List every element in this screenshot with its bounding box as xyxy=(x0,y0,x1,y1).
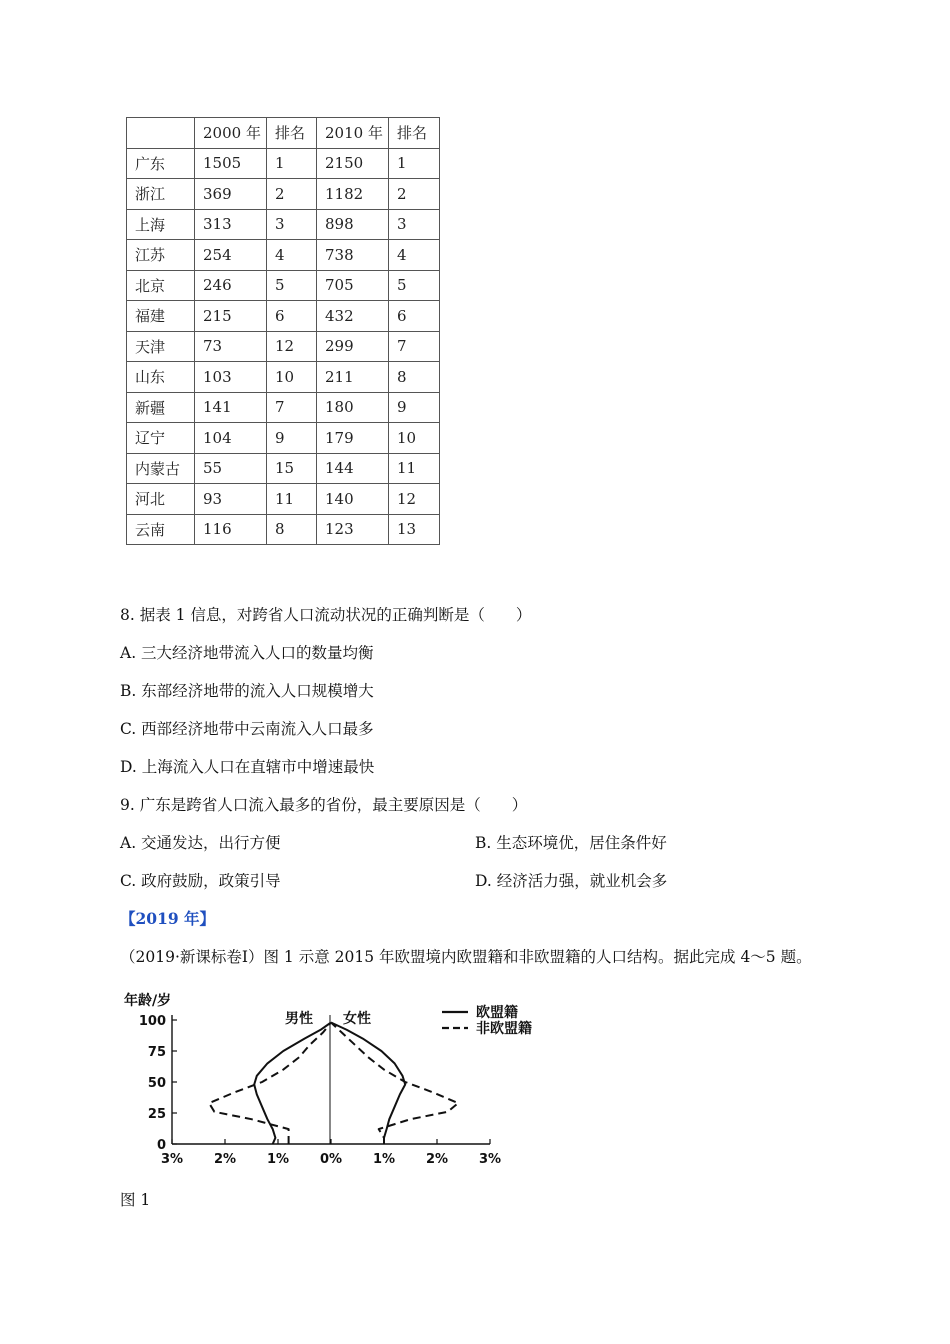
table-cell: 8 xyxy=(267,514,317,545)
province-cell: 北京 xyxy=(127,270,195,301)
table-row xyxy=(127,484,440,515)
question-9-stem: 9. 广东是跨省人口流入最多的省份，最主要原因是（ ） xyxy=(120,796,528,814)
question-8-option-a: A. 三大经济地带流入人口的数量均衡 xyxy=(120,644,374,662)
province-cell: 新疆 xyxy=(127,392,195,423)
table-cell: 116 xyxy=(195,514,267,545)
table-cell: 738 xyxy=(317,240,389,271)
table-cell: 432 xyxy=(317,301,389,332)
question-9-option-d: D. 经济活力强，就业机会多 xyxy=(475,872,668,890)
table-cell: 254 xyxy=(195,240,267,271)
table-row xyxy=(127,209,440,240)
legend xyxy=(442,1004,532,1037)
table-cell: 93 xyxy=(195,484,267,515)
population-pyramid-chart xyxy=(110,985,570,1175)
table-cell: 898 xyxy=(317,209,389,240)
question-9-option-a: A. 交通发达，出行方便 xyxy=(120,834,281,852)
province-cell: 上海 xyxy=(127,209,195,240)
table-cell: 5 xyxy=(389,270,440,301)
province-cell: 广东 xyxy=(127,148,195,179)
table-row xyxy=(127,179,440,210)
y-axis-title: 年龄/岁 xyxy=(124,993,172,1009)
table-cell: 2150 xyxy=(317,148,389,179)
non-eu-series-female-line xyxy=(331,1023,458,1145)
table-cell: 1 xyxy=(389,148,440,179)
province-cell: 浙江 xyxy=(127,179,195,210)
table-cell: 180 xyxy=(317,392,389,423)
table-cell: 10 xyxy=(389,423,440,454)
table-row xyxy=(127,392,440,423)
table-cell: 211 xyxy=(317,362,389,393)
x-tick-label: 2% xyxy=(213,1152,237,1167)
question-8-option-c: C. 西部经济地带中云南流入人口最多 xyxy=(120,720,374,738)
province-cell: 福建 xyxy=(127,301,195,332)
x-tick-label: 3% xyxy=(478,1152,502,1167)
table-cell: 15 xyxy=(267,453,317,484)
table-row xyxy=(127,270,440,301)
population-table xyxy=(126,117,440,545)
table-cell: 215 xyxy=(195,301,267,332)
table-cell: 123 xyxy=(317,514,389,545)
table-row xyxy=(127,453,440,484)
table-row xyxy=(127,514,440,545)
table-row xyxy=(127,362,440,393)
table-cell: 140 xyxy=(317,484,389,515)
y-tick-label: 0 xyxy=(156,1138,166,1153)
table-cell: 2 xyxy=(389,179,440,210)
table-header-row xyxy=(127,118,440,149)
table-row xyxy=(127,240,440,271)
y-tick-label: 25 xyxy=(147,1107,166,1122)
question-8-option-d: D. 上海流入人口在直辖市中增速最快 xyxy=(120,758,375,776)
x-tick-label: 3% xyxy=(160,1152,184,1167)
table-row xyxy=(127,331,440,362)
x-tick-label: 2% xyxy=(425,1152,449,1167)
table-cell: 9 xyxy=(267,423,317,454)
table-cell: 73 xyxy=(195,331,267,362)
table-cell: 369 xyxy=(195,179,267,210)
x-tick-label: 1% xyxy=(372,1152,396,1167)
legend-label-non-eu: 非欧盟籍 xyxy=(476,1021,532,1037)
table-cell: 103 xyxy=(195,362,267,393)
section-intro: （2019·新课标卷Ⅰ）图 1 示意 2015 年欧盟境内欧盟籍和非欧盟籍的人口结构。据此完成 4～5 题。 xyxy=(120,948,812,966)
table-cell: 246 xyxy=(195,270,267,301)
table-cell: 12 xyxy=(267,331,317,362)
eu-series-female-line xyxy=(331,1023,405,1145)
table-row xyxy=(127,148,440,179)
province-cell: 江苏 xyxy=(127,240,195,271)
table-cell: 313 xyxy=(195,209,267,240)
table-cell: 11 xyxy=(267,484,317,515)
eu-series-male-line xyxy=(254,1023,331,1145)
province-cell: 云南 xyxy=(127,514,195,545)
question-9-option-b: B. 生态环境优，居住条件好 xyxy=(475,834,667,852)
table-cell: 1505 xyxy=(195,148,267,179)
province-cell: 山东 xyxy=(127,362,195,393)
table-cell: 8 xyxy=(389,362,440,393)
table-cell: 179 xyxy=(317,423,389,454)
table-cell: 10 xyxy=(267,362,317,393)
table-header-cell: 2010 年 xyxy=(317,118,389,149)
question-8-option-b: B. 东部经济地带的流入人口规模增大 xyxy=(120,682,374,700)
table-header-cell: 排名 xyxy=(389,118,440,149)
table-cell: 141 xyxy=(195,392,267,423)
table-cell: 7 xyxy=(389,331,440,362)
table-header-cell xyxy=(127,118,195,149)
year-heading: 【2019 年】 xyxy=(120,909,216,928)
table-cell: 4 xyxy=(267,240,317,271)
table-cell: 3 xyxy=(267,209,317,240)
table-cell: 3 xyxy=(389,209,440,240)
table-cell: 6 xyxy=(267,301,317,332)
province-cell: 天津 xyxy=(127,331,195,362)
table-cell: 1182 xyxy=(317,179,389,210)
table-row xyxy=(127,301,440,332)
province-cell: 内蒙古 xyxy=(127,453,195,484)
province-cell: 辽宁 xyxy=(127,423,195,454)
male-label: 男性 xyxy=(285,1011,313,1027)
table-cell: 12 xyxy=(389,484,440,515)
y-tick-label: 100 xyxy=(138,1014,166,1029)
table-cell: 104 xyxy=(195,423,267,454)
table-cell: 9 xyxy=(389,392,440,423)
table-header-cell: 排名 xyxy=(267,118,317,149)
province-cell: 河北 xyxy=(127,484,195,515)
table-cell: 1 xyxy=(267,148,317,179)
table-cell: 4 xyxy=(389,240,440,271)
y-tick-label: 50 xyxy=(147,1076,166,1091)
table-cell: 13 xyxy=(389,514,440,545)
table-cell: 11 xyxy=(389,453,440,484)
female-label: 女性 xyxy=(343,1011,371,1027)
table-cell: 144 xyxy=(317,453,389,484)
table-row xyxy=(127,423,440,454)
table-cell: 2 xyxy=(267,179,317,210)
table-cell: 705 xyxy=(317,270,389,301)
table-cell: 5 xyxy=(267,270,317,301)
table-cell: 299 xyxy=(317,331,389,362)
table-cell: 6 xyxy=(389,301,440,332)
y-tick-label: 75 xyxy=(147,1045,166,1060)
table-cell: 55 xyxy=(195,453,267,484)
table-cell: 7 xyxy=(267,392,317,423)
question-8-stem: 8. 据表 1 信息，对跨省人口流动状况的正确判断是（ ） xyxy=(120,606,532,624)
figure-caption: 图 1 xyxy=(120,1191,151,1209)
x-tick-label: 1% xyxy=(266,1152,290,1167)
question-9-option-c: C. 政府鼓励，政策引导 xyxy=(120,872,281,890)
table-header-cell: 2000 年 xyxy=(195,118,267,149)
x-tick-label: 0% xyxy=(319,1152,343,1167)
legend-label-eu: 欧盟籍 xyxy=(476,1005,518,1021)
